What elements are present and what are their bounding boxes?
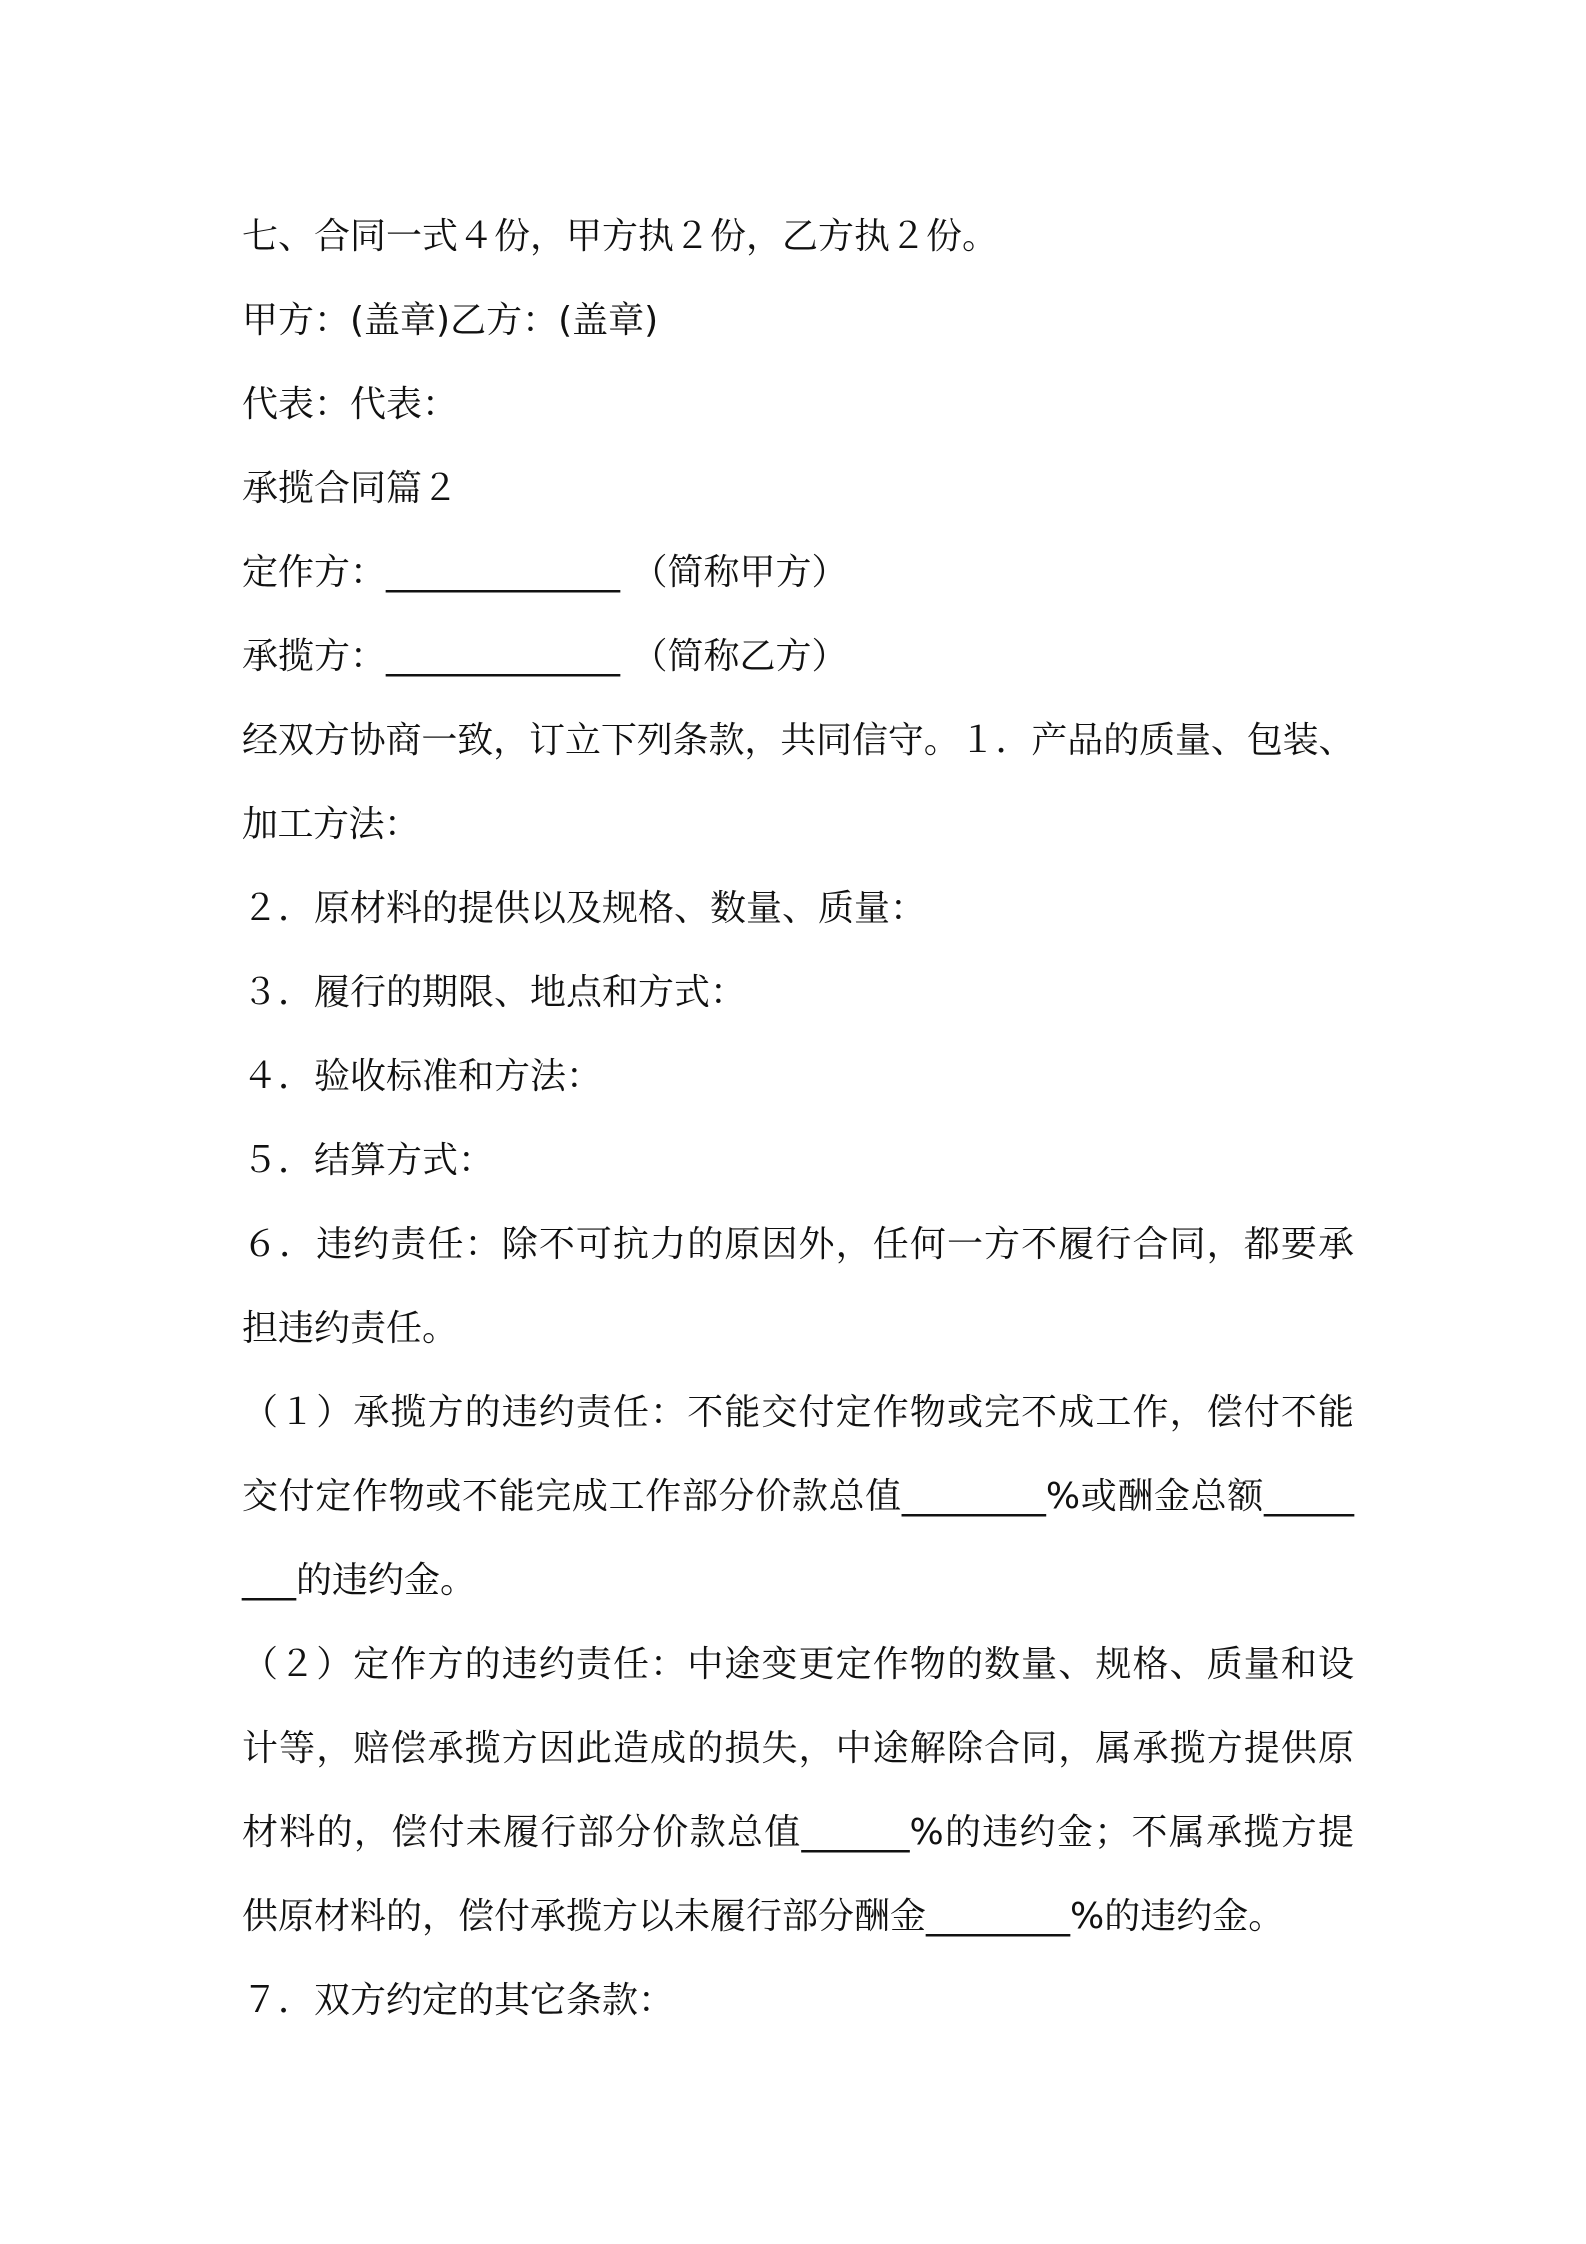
clause-other-terms: ７．双方约定的其它条款： [242,1980,675,2021]
clause-copies: 七、合同一式４份，甲方执２份，乙方执２份。 [242,216,999,257]
clause-intro-quality: 经双方协商一致，订立下列条款，共同信守。１．产品的质量、包装、加工方法： [242,720,1354,845]
seal-line: 甲方：(盖章)乙方：(盖章) [242,300,659,341]
clause-materials: ２．原材料的提供以及规格、数量、质量： [242,888,927,929]
clause-acceptance: ４．验收标准和方法： [242,1056,603,1097]
clause-contractor-liability: （１）承揽方的违约责任：不能交付定作物或完不成工作，偿付不能交付定作物或不能完成工作部分价款总值________%或酬金总额________的违约金。 [242,1392,1354,1601]
representative-line: 代表：代表： [242,384,459,425]
clause-performance: ３．履行的期限、地点和方式： [242,972,747,1013]
section-heading: 承揽合同篇２ [242,468,459,509]
document-body [242,195,1354,2043]
clause-settlement: ５．结算方式： [242,1140,495,1181]
ordering-party-line: 定作方：_____________ （简称甲方） [242,552,848,593]
contractor-line: 承揽方：_____________ （简称乙方） [242,636,848,677]
clause-orderer-liability: （２）定作方的违约责任：中途变更定作物的数量、规格、质量和设计等，赔偿承揽方因此造成的损失，中途解除合同，属承揽方提供原材料的，偿付未履行部分价款总值______%的违约金；不属承揽方提供原材料的，偿付承揽方以未履行部分酬金________%的违约金。 [242,1644,1354,1937]
clause-liability: ６．违约责任：除不可抗力的原因外，任何一方不履行合同，都要承担违约责任。 [242,1224,1354,1349]
